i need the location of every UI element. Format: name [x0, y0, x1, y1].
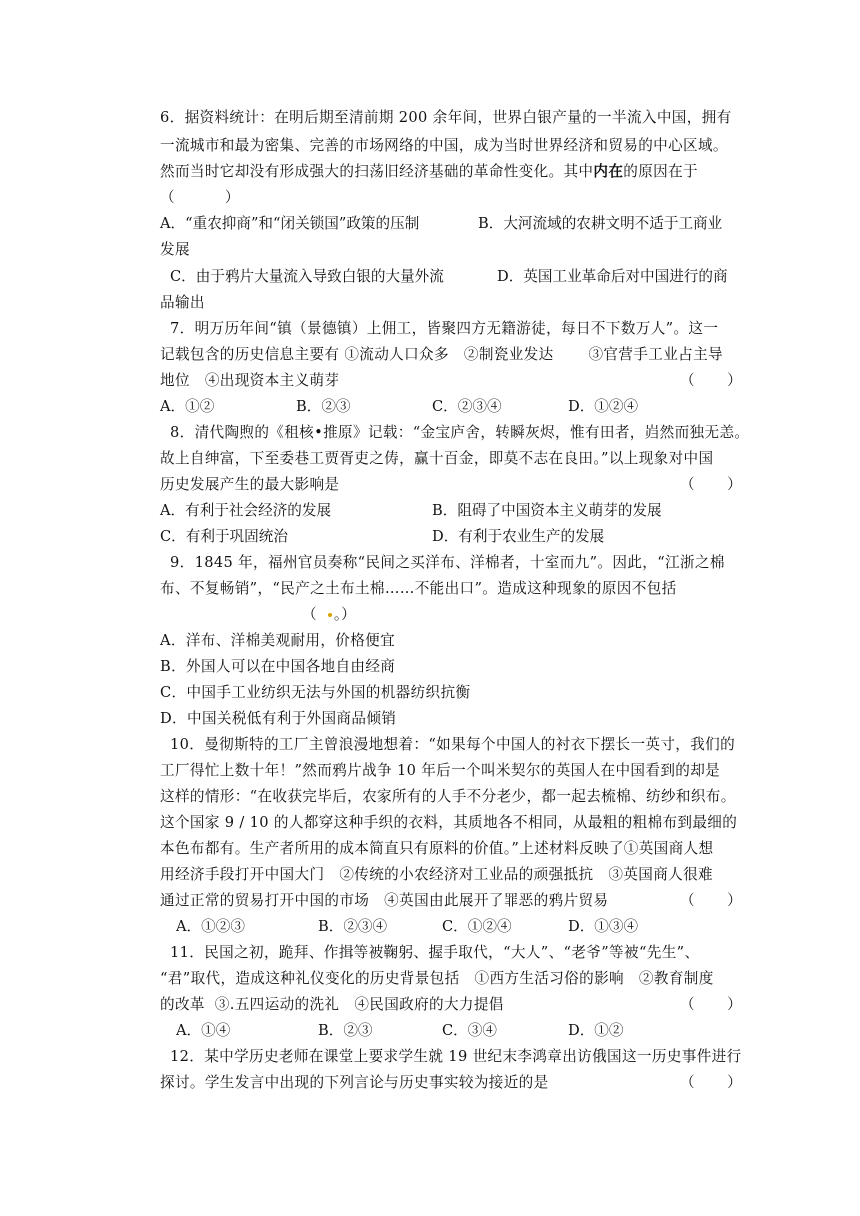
q10-line-4: 这个国家 9 / 10 的人都穿这种手织的衣料，其质地各不相同，从最粗的粗棉布到最细的	[160, 814, 738, 831]
q6-option-b: B．大河流域的农耕文明不适于工商业	[478, 215, 723, 232]
q7-answer-paren: （ ）	[680, 372, 742, 389]
q10-option-d: D．①③④	[568, 918, 639, 935]
q8-option-a: A．有利于社会经济的发展	[160, 502, 332, 519]
q10-line-3: 这样的情形：“在收获完毕后，农家所有的人手不分老少，都一起去梳棉、纺纱和织布。	[160, 788, 736, 805]
q11-line-1: 11．民国之初，跪拜、作揖等被鞠躬、握手取代，“大人”、“老爷”等被“先生”、	[170, 944, 700, 961]
q7-option-b: B．②③	[296, 398, 351, 415]
q8-answer-paren: （ ）	[680, 476, 742, 493]
q6-line-3-tail: 的原因在于	[623, 163, 698, 180]
q12-line-2: 探讨。学生发言中出现的下列言论与历史事实较为接近的是	[160, 1074, 549, 1091]
q8-option-d: D．有利于农业生产的发展	[432, 528, 605, 545]
q9-option-d: D．中国关税低有利于外国商品倾销	[160, 710, 397, 727]
q8-line-3: 历史发展产生的最大影响是	[160, 476, 340, 493]
q7-line-1: 7．明万历年间“镇（景德镇）上佣工，皆聚四方无籍游徒，每日不下数万人”。这一	[170, 320, 719, 337]
q9-option-a: A．洋布、洋棉美观耐用，价格便宜	[160, 632, 396, 649]
q10-line-6: 用经济手段打开中国大门 ②传统的小农经济对工业品的顽强抵抗 ③英国商人很难	[160, 866, 713, 883]
q9-line-1: 9．1845 年，福州官员奏称“民间之买洋布、洋棉者，十室而九”。因此，“江浙之棉	[170, 554, 725, 571]
q9-line-2: 布、不复畅销”，“民产之土布土棉……不能出口”。造成这种现象的原因不包括	[160, 580, 677, 597]
q6-option-a: A．“重农抑商”和“闭关锁国”政策的压制	[160, 215, 420, 232]
q6-option-c: C．由于鸦片大量流入导致白银的大量外流	[170, 268, 444, 285]
q10-line-1: 10．曼彻斯特的工厂主曾浪漫地想着：“如果每个中国人的衬衣下摆长一英寸，我们的	[170, 736, 736, 753]
q11-line-2: “君”取代，造成这种礼仪变化的历史背景包括 ①西方生活习俗的影响 ②教育制度	[160, 970, 714, 987]
q7-option-a: A．①②	[160, 398, 215, 415]
q9-option-b: B．外国人可以在中国各地自由经商	[160, 658, 396, 675]
q11-option-a: A．①④	[176, 1022, 231, 1039]
q9-paren-close: 。）	[333, 606, 356, 623]
q11-option-c: C．③④	[442, 1022, 497, 1039]
q6-option-b-cont: 发展	[160, 241, 190, 258]
q10-answer-paren: （ ）	[680, 892, 742, 909]
q7-option-c: C．②③④	[432, 398, 502, 415]
q11-option-b: B．②③	[318, 1022, 373, 1039]
q6-line-3-text: 然而当时它却没有形成强大的扫荡旧经济基础的革命性变化。其中	[160, 163, 594, 180]
q11-option-d: D．①②	[568, 1022, 624, 1039]
q6-option-d-cont: 品输出	[160, 294, 205, 311]
q11-answer-paren: （ ）	[680, 996, 742, 1013]
q7-line-2: 记载包含的历史信息主要有 ①流动人口众多 ②制瓷业发达 ③官营手工业占主导	[160, 346, 723, 363]
q8-line-1: 8．清代陶煦的《租核•推原》记载：“金宝庐舍，转瞬灰烬，惟有田者，岿然而独无恙。	[170, 424, 750, 441]
q9-paren-open: （	[302, 606, 317, 623]
q7-option-d: D．①②④	[568, 398, 639, 415]
q10-line-7: 通过正常的贸易打开中国的市场 ④英国由此展开了罪恶的鸦片贸易	[160, 892, 609, 909]
q10-option-b: B．②③④	[318, 918, 388, 935]
q8-line-2: 故上自绅富，下至委巷工贾胥吏之俦，赢十百金，即莫不志在良田。”以上现象对中国	[160, 450, 714, 467]
q9-option-c: C．中国手工业纺织无法与外国的机器纺织抗衡	[160, 684, 471, 701]
q8-option-c: C．有利于巩固统治	[160, 528, 288, 545]
q10-line-5: 本色布都有。生产者所用的成本简直只有原料的价值。”上述材料反映了①英国商人想	[160, 840, 714, 857]
q12-line-1: 12．某中学历史老师在课堂上要求学生就 19 世纪末李鸿章出访俄国这一历史事件进行	[170, 1048, 742, 1065]
q7-line-3: 地位 ④出现资本主义萌芽	[160, 372, 340, 389]
q6-line-2: 一流城市和最为密集、完善的市场网络的中国，成为当时世界经济和贸易的中心区域。	[160, 137, 728, 154]
mark-dot-icon	[328, 613, 332, 617]
q10-option-a: A．①②③	[176, 918, 245, 935]
q6-line-1: 6．据资料统计：在明后期至清前期 200 余年间，世界白银产量的一半流入中国，拥有	[160, 109, 732, 126]
q9-answer-paren	[302, 605, 356, 625]
q10-line-2: 工厂得忙上数十年！”然而鸦片战争 10 年后一个叫米契尔的英国人在中国看到的却是	[160, 762, 721, 779]
q11-line-3: 的改革 ③.五四运动的洗礼 ④民国政府的大力提倡	[160, 996, 504, 1013]
q12-answer-paren: （ ）	[680, 1074, 742, 1091]
q6-line-3	[160, 162, 698, 182]
q8-option-b: B．阻碍了中国资本主义萌芽的发展	[432, 502, 662, 519]
q10-option-c: C．①②④	[442, 918, 512, 935]
q6-option-d: D．英国工业革命后对中国进行的商	[497, 268, 728, 285]
q6-answer-paren: （ ）	[160, 189, 240, 206]
q6-emphasis-inner: 内在	[593, 163, 624, 180]
